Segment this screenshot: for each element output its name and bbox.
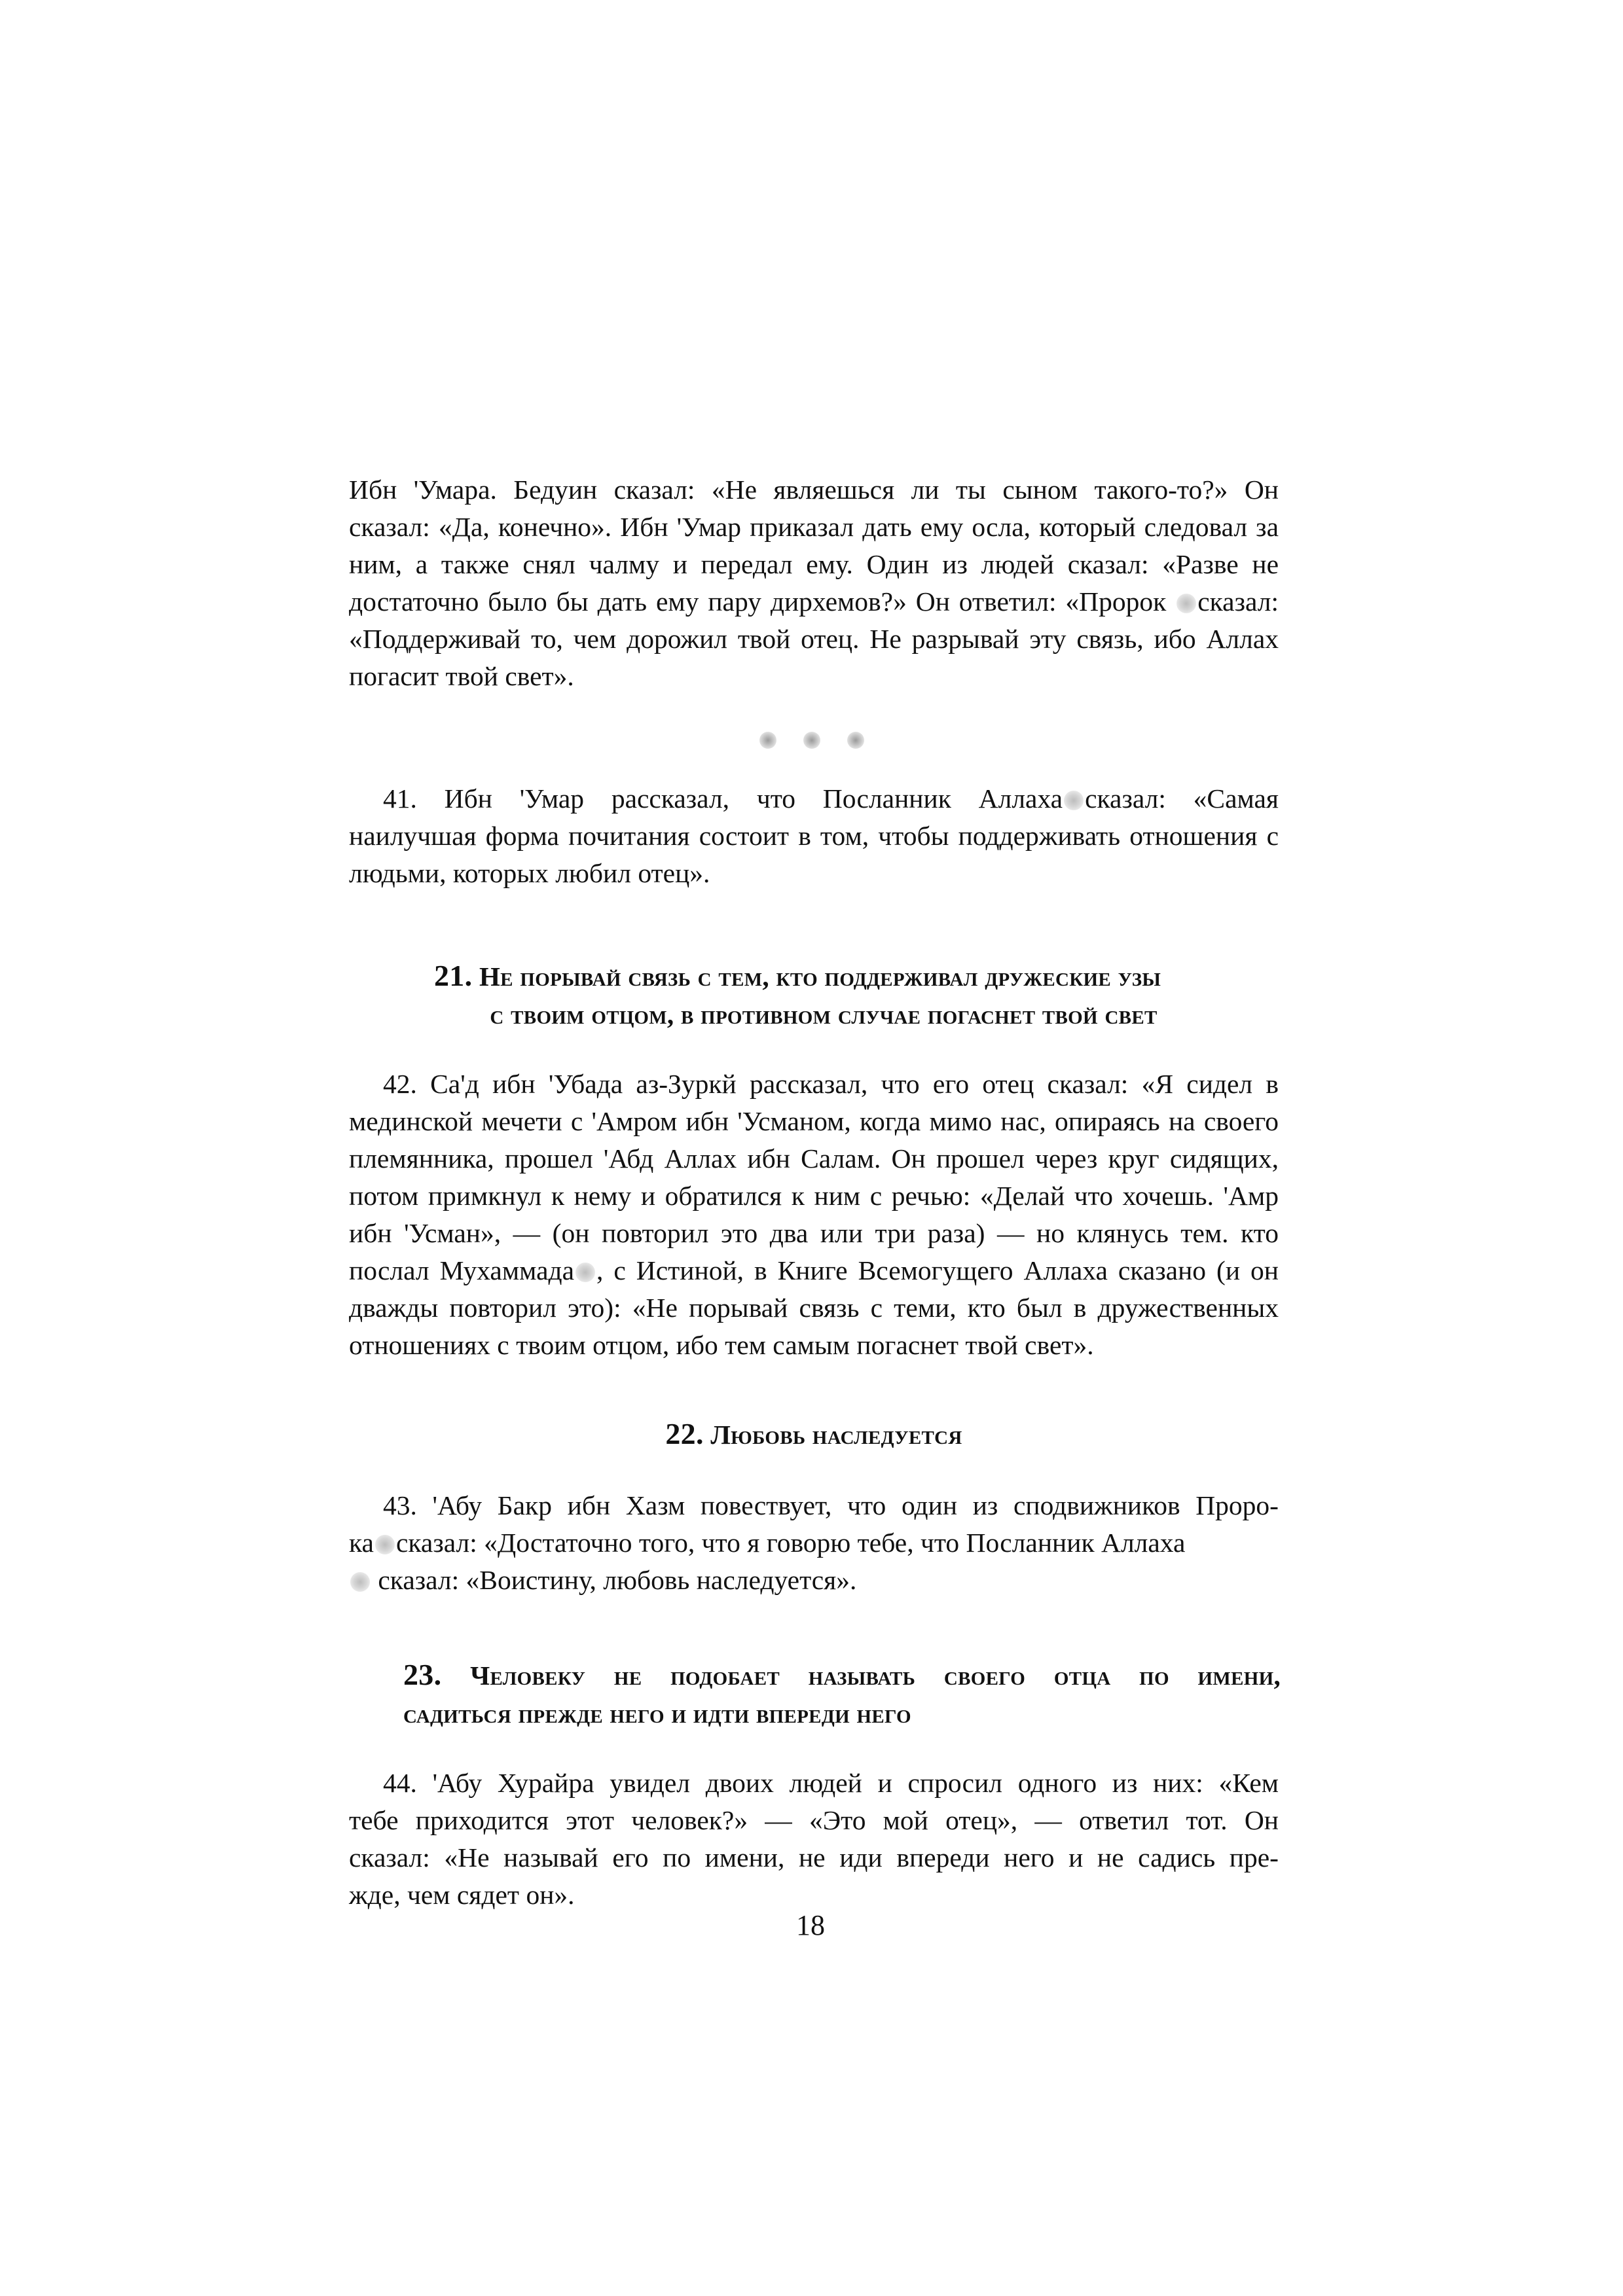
text-segment: сказал: «Воистину, любовь наследуется».: [371, 1565, 857, 1595]
flower-ornament-icon: [803, 732, 820, 749]
text-line: ибн 'Усман», — (он повторил это два или три раза) — но клянусь тем. кто: [349, 1218, 1279, 1248]
text-line: сказал: «Да, конечно». Ибн 'Умар приказал дать ему осла, который следовал за: [349, 512, 1279, 542]
paragraph-43: [349, 1487, 1279, 1599]
flower-ornament-icon: [847, 732, 864, 749]
section-heading-22: [349, 1415, 1279, 1454]
section-heading-23: [403, 1656, 1281, 1732]
text-line: людьми, которых любил отец».: [349, 858, 710, 888]
heading-line: [434, 957, 1239, 996]
paragraph-44: [349, 1765, 1279, 1914]
page-number: 18: [796, 1909, 825, 1941]
heading-text: Человеку не подобает называть своего отца по имени,: [470, 1660, 1281, 1691]
text-line: [349, 583, 1279, 620]
text-line: мединской мечети с 'Амром ибн 'Усманом, когда мимо нас, опираясь на своего: [349, 1106, 1279, 1136]
text-segment: ка: [349, 1528, 374, 1558]
text-line: Ибн 'Умара. Бедуин сказал: «Не являешься ли ты сыном такого-то?» Он: [349, 475, 1279, 505]
text-segment: сказал:: [1197, 586, 1279, 617]
text-line: [349, 780, 1279, 817]
heading-number: 22.: [665, 1417, 704, 1450]
text-line: тебе приходится этот человек?» — «Это мой отец», — ответил тот. Он: [349, 1805, 1279, 1835]
text-line: ним, а также снял чалму и передал ему. Один из людей сказал: «Разве не: [349, 549, 1279, 579]
salawat-seal-icon: [1176, 594, 1196, 613]
text-segment: послал Мухаммада: [349, 1255, 575, 1285]
heading-text: Не порывай связь с тем, кто поддерживал дружеские узы: [479, 961, 1161, 992]
text-line: 44. 'Абу Хурайра увидел двоих людей и спросил одного из них: «Кем: [383, 1768, 1279, 1798]
text-line: отношениях с твоим отцом, ибо тем самым погаснет твой свет».: [349, 1330, 1094, 1360]
text-segment: сказал: «Достаточно того, что я говорю тебе, что Посланник Аллаха: [395, 1528, 1186, 1558]
text-line: [349, 1252, 1279, 1289]
text-segment: , с Истиной, в Книге Всемогущего Аллаха сказано (и он: [596, 1255, 1279, 1285]
text-line: наилучшая форма почитания состоит в том, чтобы поддерживать отношения с: [349, 821, 1279, 851]
salawat-seal-icon: [375, 1535, 395, 1554]
text-line: 42. Са'д ибн 'Убада аз-Зуркй рассказал, что его отец сказал: «Я сидел в: [383, 1069, 1279, 1099]
text-line: сказал: «Не называй его по имени, не иди впереди него и не садись пре-: [349, 1842, 1279, 1873]
text-line: 43. 'Абу Бакр ибн Хазм повествует, что один из сподвижников Проро-: [383, 1490, 1279, 1520]
text-segment: сказал: «Самая: [1085, 783, 1279, 814]
text-segment: достаточно было бы дать ему пару дирхемов?» Он ответил: «Пророк: [349, 586, 1176, 617]
text-line: «Поддерживай то, чем дорожил твой отец. Не разрывай эту связь, ибо Аллах: [349, 624, 1279, 654]
heading-line: садиться прежде него и идти впереди него: [403, 1698, 911, 1729]
text-line: племянника, прошел 'Абд Аллах ибн Салам. Он прошел через круг сидящих,: [349, 1143, 1279, 1174]
flower-ornament-icon: [759, 732, 776, 749]
heading-line: [403, 1656, 1281, 1695]
section-divider: [759, 728, 864, 752]
paragraph-42: [349, 1066, 1279, 1364]
section-heading-21: [434, 957, 1239, 1033]
salawat-seal-icon: [1064, 791, 1084, 810]
text-line: жде, чем сядет он».: [349, 1880, 575, 1910]
salawat-seal-icon: [350, 1572, 370, 1592]
heading-line: с твоим отцом, в противном случае погаснет твой свет: [490, 999, 1158, 1030]
paragraph-41: [349, 780, 1279, 892]
heading-number: 21.: [434, 959, 473, 992]
text-line: потом примкнул к нему и обратился к ним с речью: «Делай что хочешь. 'Амр: [349, 1181, 1279, 1211]
heading-text: Любовь наследуется: [710, 1420, 962, 1450]
text-line: погасит твой свет».: [349, 661, 574, 691]
text-line: [349, 1524, 1279, 1562]
text-line: дважды повторил это): «Не порывай связь с теми, кто был в дружественных: [349, 1293, 1279, 1323]
heading-number: 23.: [403, 1658, 442, 1691]
text-line: [349, 1562, 1279, 1599]
text-segment: 41. Ибн 'Умар рассказал, что Посланник Аллаха: [383, 783, 1063, 814]
salawat-seal-icon: [575, 1263, 595, 1282]
paragraph-40-continued: [349, 471, 1279, 695]
